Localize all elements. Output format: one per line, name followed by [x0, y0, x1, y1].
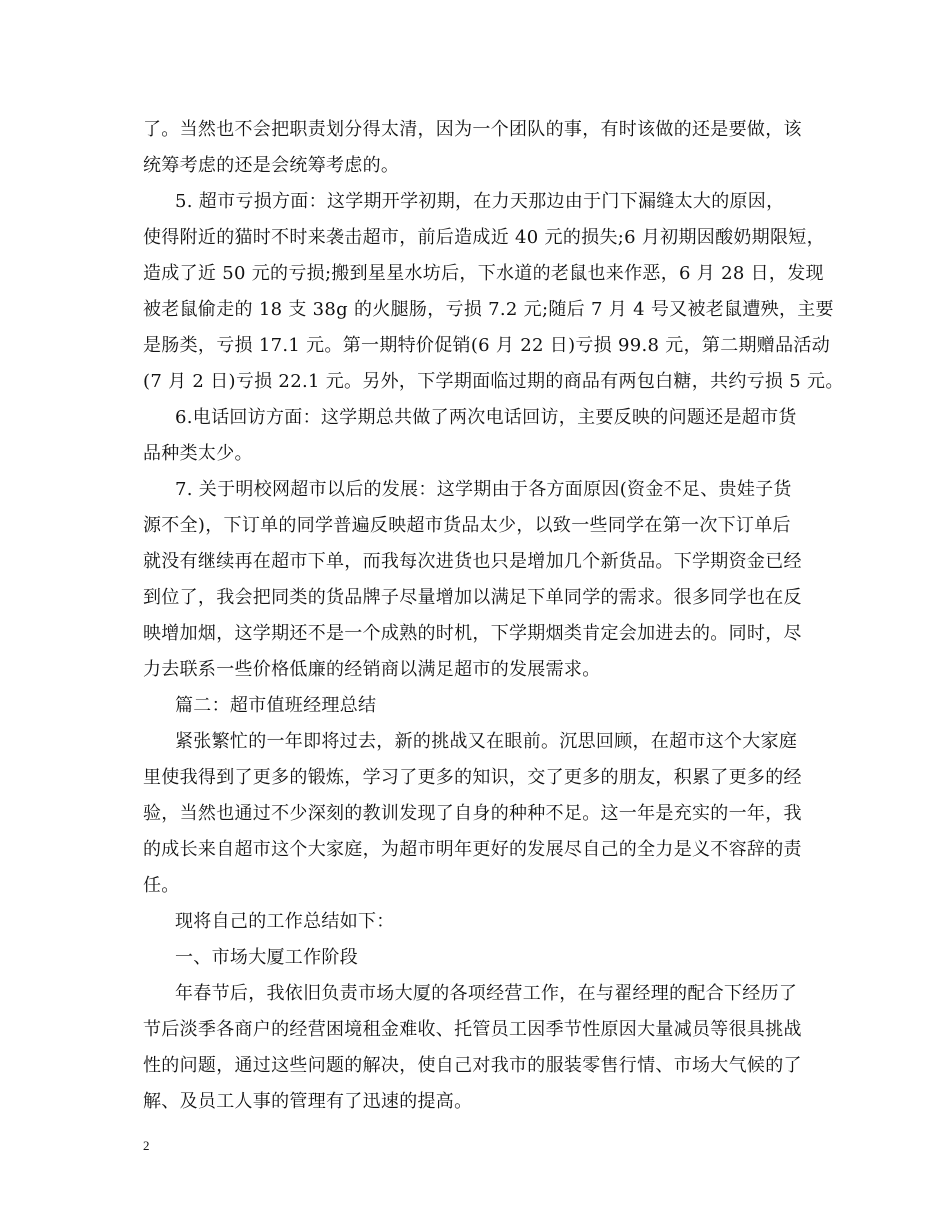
text-line: 任。 [143, 875, 180, 896]
text-line: (7 月 2 日)亏损 22.1 元。另外，下学期面临过期的商品有两包白糖，共约亏损 5 元。 [143, 371, 844, 392]
text-line: 被老鼠偷走的 18 支 38g 的火腿肠，亏损 7.2 元;随后 7 月 4 号又被老鼠遭殃，主要 [143, 299, 834, 320]
text-line: 年春节后，我依旧负责市场大厦的各项经营工作，在与翟经理的配合下经历了 [175, 983, 798, 1004]
section-heading: 一、市场大厦工作阶段 [175, 947, 358, 968]
text-line: 紧张繁忙的一年即将过去，新的挑战又在眼前。沉思回顾，在超市这个大家庭 [175, 731, 798, 752]
page-number: 2 [143, 1138, 150, 1153]
text-line: 统筹考虑的还是会统筹考虑的。 [143, 155, 400, 176]
text-line: 源不全)，下订单的同学普遍反映超市货品太少，以致一些同学在第一次下订单后 [143, 515, 791, 536]
text-line: 造成了近 50 元的亏损;搬到星星水坊后，下水道的老鼠也来作恶，6 月 28 日，发现 [143, 263, 824, 284]
text-line: 性的问题，通过这些问题的解决，使自己对我市的服装零售行情、市场大气候的了 [143, 1055, 802, 1076]
text-line: 的成长来自超市这个大家庭，为超市明年更好的发展尽自己的全力是义不容辞的责 [143, 839, 802, 860]
text-line: 映增加烟，这学期还不是一个成熟的时机，下学期烟类肯定会加进去的。同时，尽 [143, 623, 802, 644]
text-line: 品种类太少。 [143, 443, 253, 464]
text-line: 力去联系一些价格低廉的经销商以满足超市的发展需求。 [143, 659, 601, 680]
text-line: 验，当然也通过不少深刻的教训发现了自身的种种不足。这一年是充实的一年，我 [143, 803, 802, 824]
text-line: 里使我得到了更多的锻炼，学习了更多的知识，交了更多的朋友，积累了更多的经 [143, 767, 802, 788]
text-line: 是肠类，亏损 17.1 元。第一期特价促销(6 月 22 日)亏损 99.8 元，第二期赠品活动 [143, 335, 831, 356]
text-line: 现将自己的工作总结如下： [175, 911, 395, 932]
text-line: 7. 关于明校网超市以后的发展：这学期由于各方面原因(资金不足、贵娃子货 [175, 479, 792, 500]
text-line: 5. 超市亏损方面：这学期开学初期，在力天那边由于门下漏缝太大的原因， [175, 191, 785, 212]
document-body [143, 112, 844, 1120]
text-line: 了。当然也不会把职责划分得太清，因为一个团队的事，有时该做的还是要做，该 [143, 119, 802, 140]
text-line: 6.电话回访方面：这学期总共做了两次电话回访，主要反映的问题还是超市货 [175, 407, 797, 428]
text-line: 节后淡季各商户的经营困境租金难收、托管员工因季节性原因大量减员等很具挑战 [143, 1019, 802, 1040]
text-line: 使得附近的猫时不时来袭击超市，前后造成近 40 元的损失;6 月初期因酸奶期限短， [143, 227, 825, 248]
section-heading: 篇二：超市值班经理总结 [175, 695, 377, 716]
text-line: 到位了，我会把同类的货品牌子尽量增加以满足下单同学的需求。很多同学也在反 [143, 587, 802, 608]
text-line: 解、及员工人事的管理有了迅速的提高。 [143, 1091, 473, 1112]
text-line: 就没有继续再在超市下单，而我每次进货也只是增加几个新货品。下学期资金已经 [143, 551, 802, 572]
